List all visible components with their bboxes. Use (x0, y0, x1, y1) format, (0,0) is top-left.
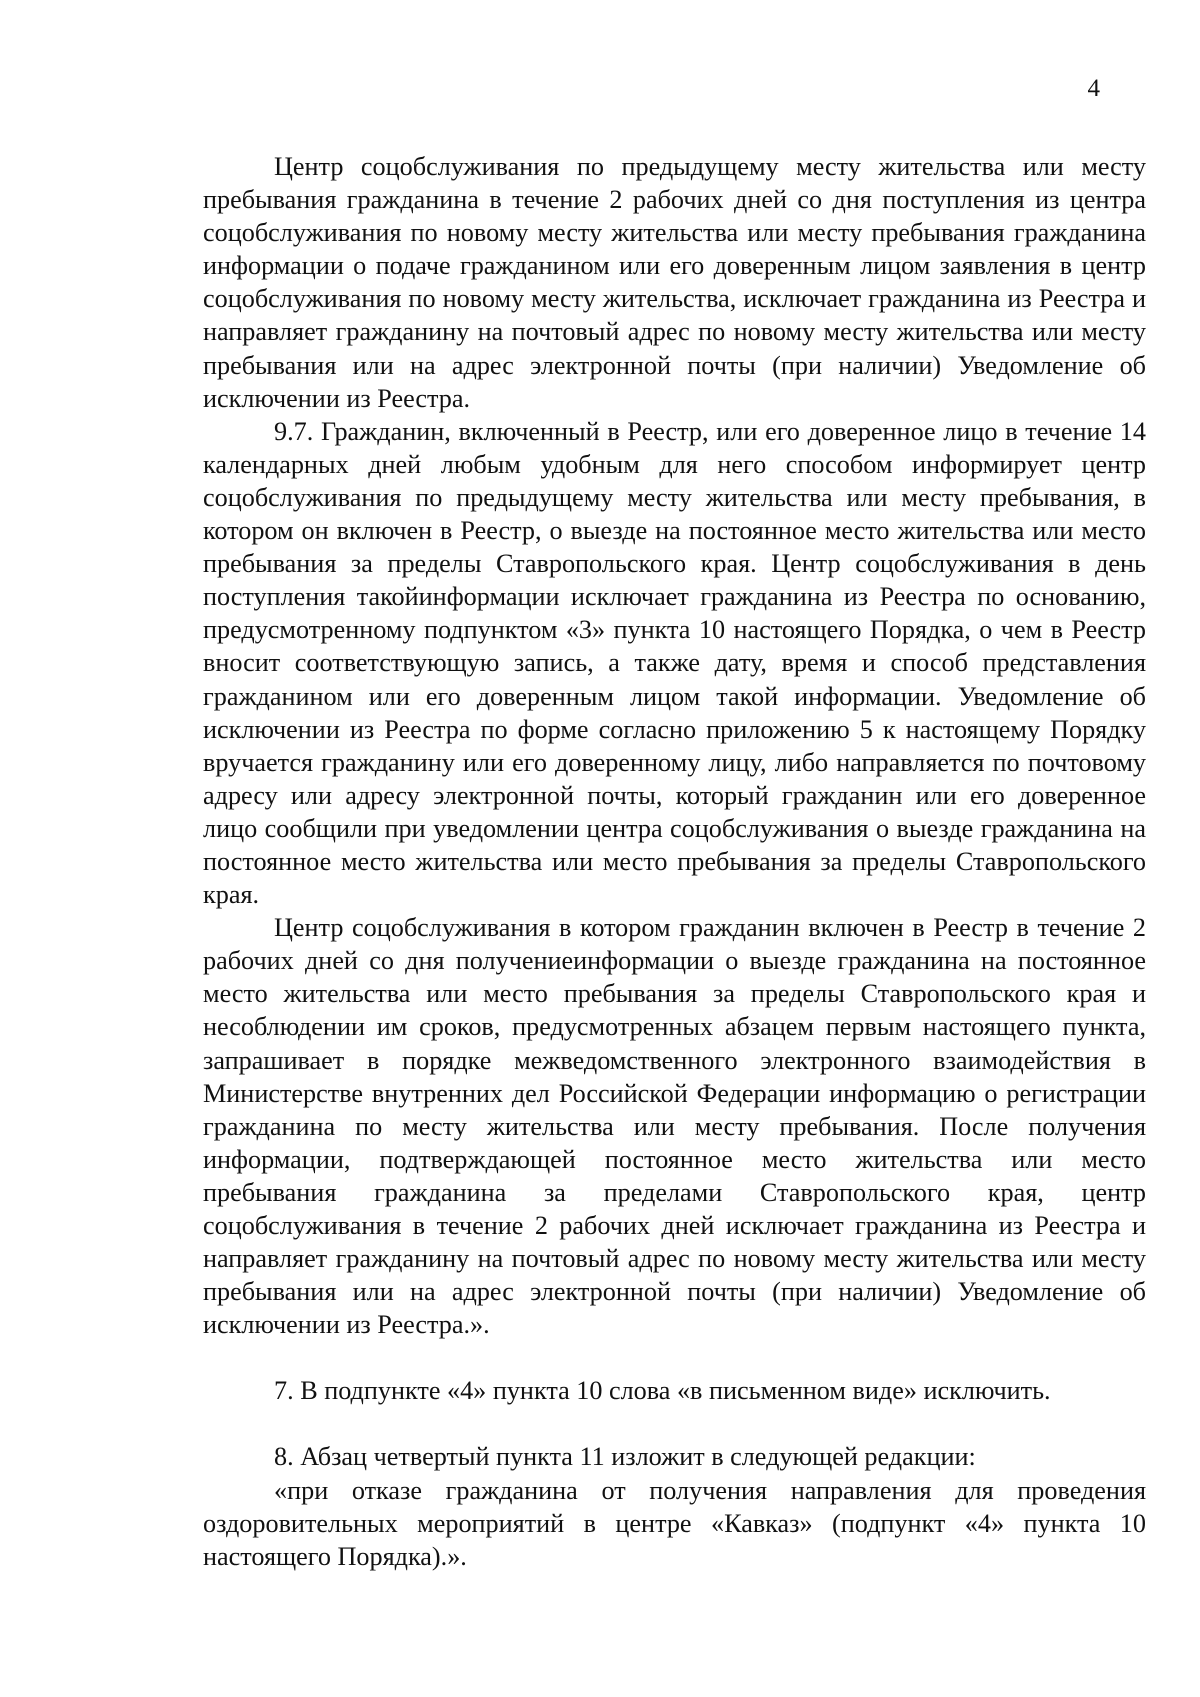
paragraph-item-7: 7. В подпункте «4» пункта 10 слова «в письменном виде» исключить. (274, 1376, 1051, 1406)
paragraph-center-request: Центр соцобслуживания в котором гражданин включен в Реестр в течение 2 рабочих дней со дня получениеинформации о выезде гражданина на постоянное место жительства или место пребывания за пределы Ставропольского края и несоблюдении им сроков, предусмотренных абзацем первым настоящего пункта, запрашивает в порядке межведомственного электронного взаимодействия в Министерстве внутренних дел Российской Федерации информацию о регистрации гражданина по месту жительства или месту пребывания. После получения информации, подтверждающей постоянное место жительства или место пребывания гражданина за пределами Ставропольского края, центр соцобслуживания в течение 2 рабочих дней исключает гражданина из Реестра и направляет гражданину на почтовый адрес по новому месту жительства или месту пребывания или на адрес электронной почты (при наличии) Уведомление об исключении из Реестра.». (203, 913, 1146, 1340)
document-body (203, 150, 1146, 1573)
paragraph-center-notification: Центр соцобслуживания по предыдущему месту жительства или месту пребывания гражданина в течение 2 рабочих дней со дня поступления из центра соцобслуживания по новому месту жительства или месту пребывания гражданина информации о подаче гражданином или его доверенным лицом заявления в центр соцобслуживания по новому месту жительства, исключает гражданина из Реестра и направляет гражданину на почтовый адрес по новому месту жительства или месту пребывания или на адрес электронной почты (при наличии) Уведомление об исключении из Реестра. (203, 152, 1146, 413)
paragraph-item-8-text: «при отказе гражданина от получения направления для проведения оздоровительных мероприятий в центре «Кавказ» (подпункт «4» пункта 10 настоящего Порядка).». (203, 1475, 1146, 1571)
paragraph-item-8: 8. Абзац четвертый пункта 11 изложит в следующей редакции: (274, 1442, 976, 1472)
page-number: 4 (1087, 75, 1100, 102)
paragraph-9-7: 9.7. Гражданин, включенный в Реестр, или его доверенное лицо в течение 14 календарных дней любым удобным для него способом информирует центр соцобслуживания по предыдущему месту жительства или месту пребывания, в котором он включен в Реестр, о выезде на постоянное место жительства или место пребывания за пределы Ставропольского края. Центр соцобслуживания в день поступления такойинформации исключает гражданина из Реестра по основанию, предусмотренному подпунктом «3» пункта 10 настоящего Порядка, о чем в Реестр вносит соответствующую запись, а также дату, время и способ представления гражданином или его доверенным лицом такой информации. Уведомление об исключении из Реестра по форме согласно приложению 5 к настоящему Порядку вручается гражданину или его доверенному лицу, либо направляется по почтовому адресу или адресу электронной почты, который гражданин или его доверенное лицо сообщили при уведомлении центра соцобслуживания о выезде гражданина на постоянное место жительства или место пребывания за пределы Ставропольского края. (203, 416, 1146, 910)
